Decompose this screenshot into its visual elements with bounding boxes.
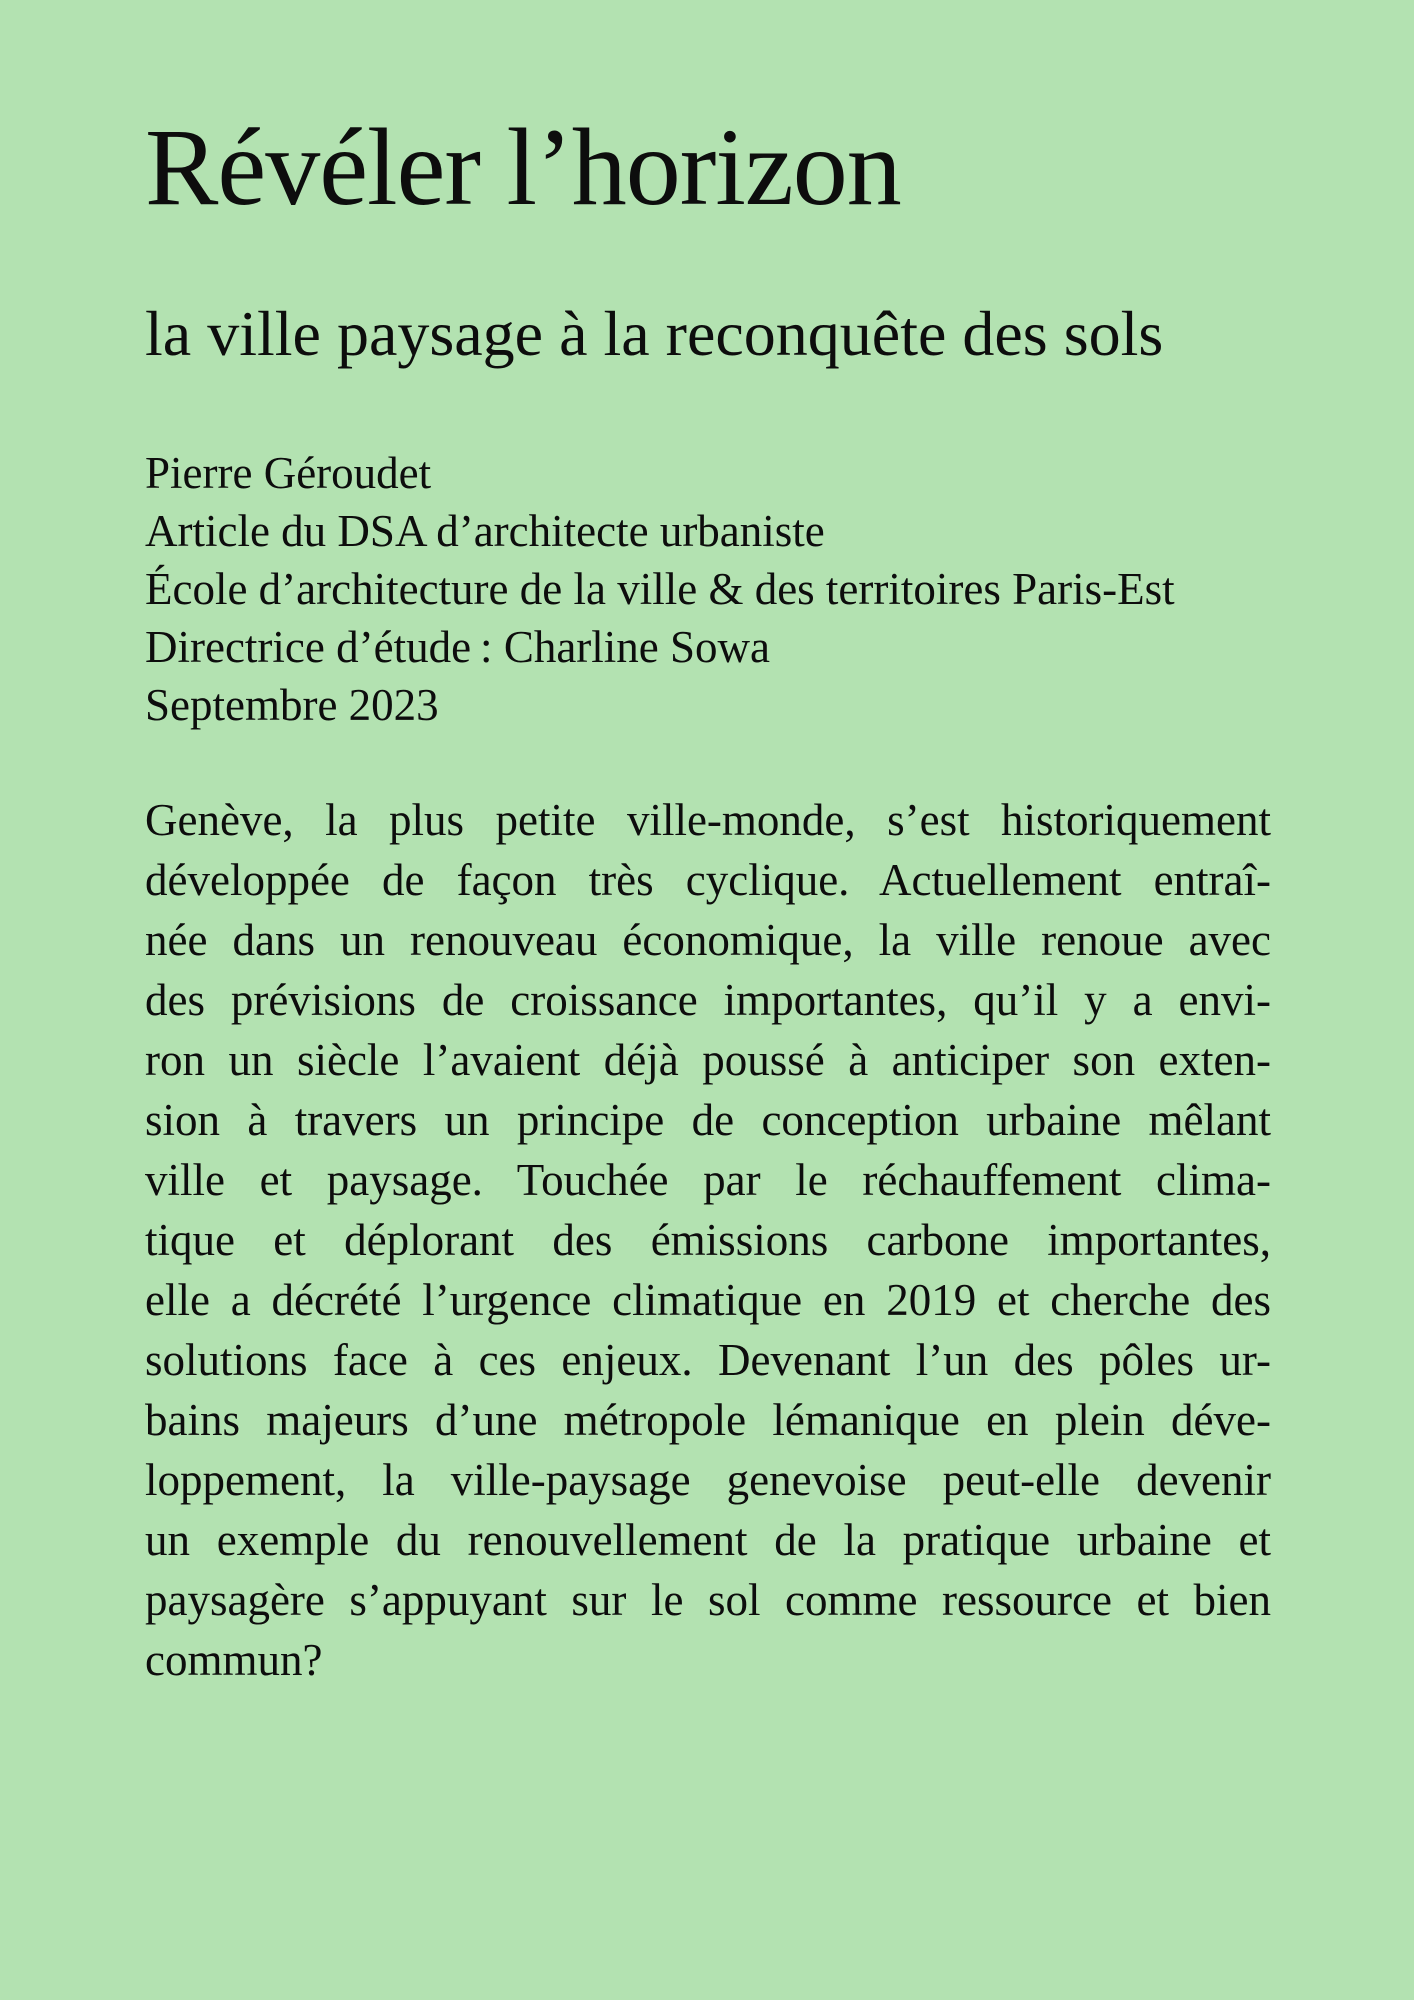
body-text-line: loppement, la ville-paysage genevoise peut-elle devenir xyxy=(145,1455,1271,1505)
article-title: Révéler l’horizon xyxy=(145,106,901,228)
article-subtitle: la ville paysage à la reconquête des sols xyxy=(145,298,1164,369)
article-body-paragraph xyxy=(145,790,1271,1690)
meta-line: Article du DSA d’architecte urbaniste xyxy=(145,506,825,556)
body-text-line: un exemple du renouvellement de la pratique urbaine et xyxy=(145,1515,1271,1565)
body-text-line: ville et paysage. Touchée par le réchauffement clima- xyxy=(145,1155,1271,1205)
meta-line: Directrice d’étude : Charline Sowa xyxy=(145,622,771,672)
body-text-line: des prévisions de croissance importantes, qu’il y a envi- xyxy=(145,975,1271,1025)
body-text-line: tique et déplorant des émissions carbone importantes, xyxy=(145,1215,1271,1265)
article-meta-block xyxy=(145,444,1175,734)
body-text-line: Genève, la plus petite ville-monde, s’est historiquement xyxy=(145,795,1271,845)
body-text-line: paysagère s’appuyant sur le sol comme ressource et bien xyxy=(145,1575,1271,1625)
meta-line: Septembre 2023 xyxy=(145,680,439,730)
body-text-line: sion à travers un principe de conception urbaine mêlant xyxy=(145,1095,1271,1145)
body-text-line: elle a décrété l’urgence climatique en 2019 et cherche des xyxy=(145,1275,1271,1325)
body-text-line: solutions face à ces enjeux. Devenant l’un des pôles ur- xyxy=(145,1335,1271,1385)
body-text-line: née dans un renouveau économique, la ville renoue avec xyxy=(145,915,1271,965)
body-text-line: ron un siècle l’avaient déjà poussé à anticiper son exten- xyxy=(145,1035,1271,1085)
body-text-line: développée de façon très cyclique. Actuellement entraî- xyxy=(145,855,1271,905)
body-text-line: bains majeurs d’une métropole lémanique en plein déve- xyxy=(145,1395,1271,1445)
meta-line: Pierre Géroudet xyxy=(145,448,432,498)
meta-line: École d’architecture de la ville & des territoires Paris-Est xyxy=(145,564,1175,614)
body-text-line: commun? xyxy=(145,1635,323,1685)
